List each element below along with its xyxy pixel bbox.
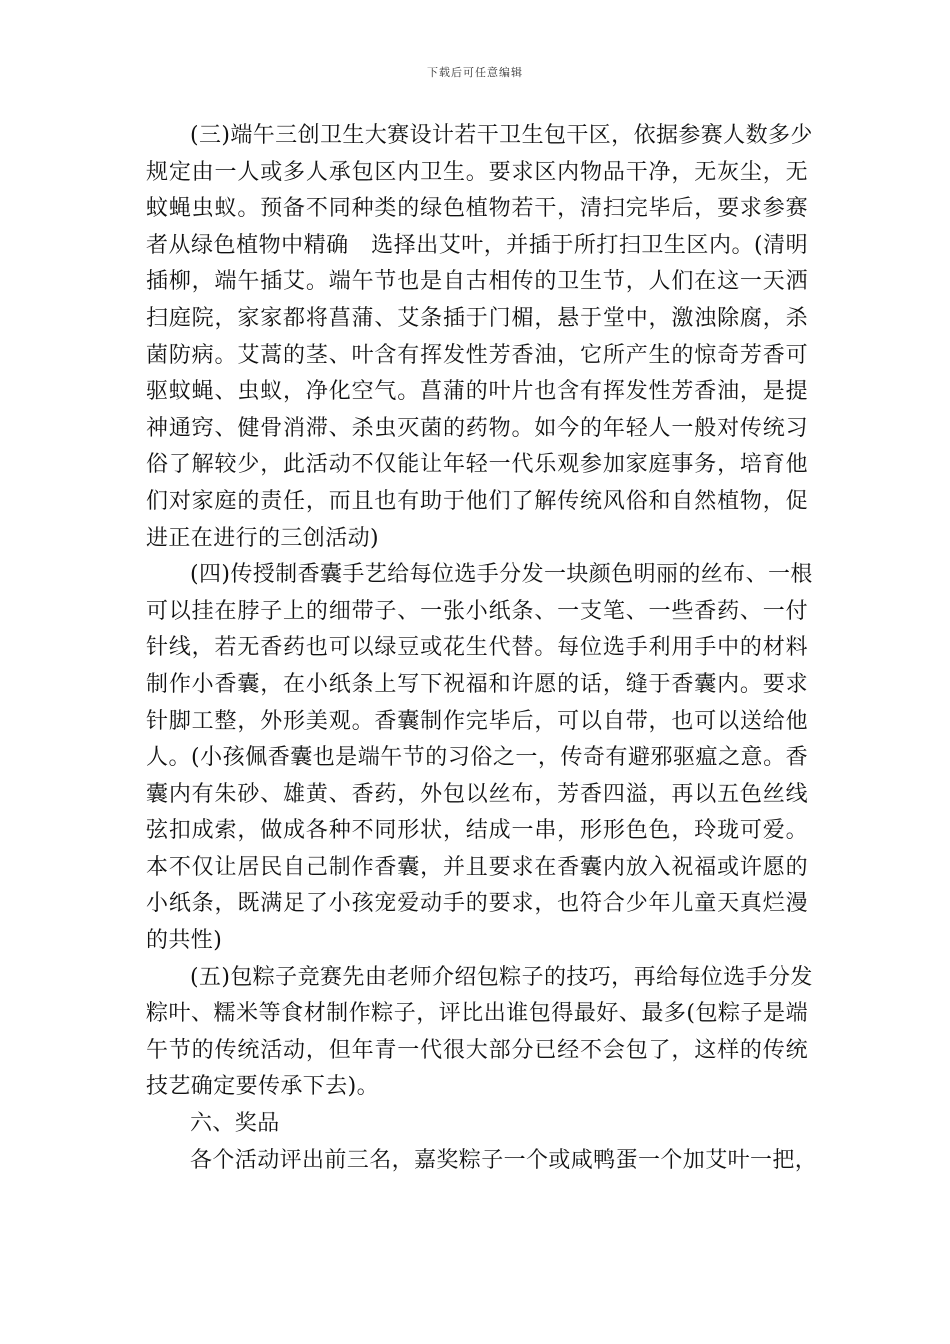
text-line: 们对家庭的责任，而且也有助于他们了解传统风俗和自然植物，促 [146,488,808,514]
text-line: 本不仅让居民自己制作香囊，并且要求在香囊内放入祝福或许愿的 [146,854,808,880]
text-line: 的共性) [146,928,223,954]
text-line: (四)传授制香囊手艺给每位选手分发一块颜色明丽的丝布、一根 [190,562,813,588]
text-line: 插柳，端午插艾。端午节也是自古相传的卫生节，人们在这一天洒 [146,269,808,295]
text-line: 制作小香囊，在小纸条上写下祝福和许愿的话，缝于香囊内。要求 [146,671,808,697]
text-line: 驱蚊蝇、虫蚁，净化空气。菖蒲的叶片也含有挥发性芳香油，是提 [146,379,808,405]
text-line: 神通窍、健骨消滞、杀虫灭菌的药物。如今的年轻人一般对传统习 [146,415,808,441]
text-line: 菌防病。艾蒿的茎、叶含有挥发性芳香油，它所产生的惊奇芳香可 [146,342,808,368]
page-header: 下载后可任意编辑 [427,66,523,79]
text-line: 小纸条，既满足了小孩宠爱动手的要求，也符合少年儿童天真烂漫 [146,891,808,917]
text-line: 弦扣成索，做成各种不同形状，结成一串，形形色色，玲珑可爱。 [146,818,808,844]
text-line: 各个活动评出前三名，嘉奖粽子一个或咸鸭蛋一个加艾叶一把， [190,1147,818,1173]
text-line: 俗了解较少，此活动不仅能让年轻一代乐观参加家庭事务，培育他 [146,452,808,478]
text-line: 囊内有朱砂、雄黄、香药，外包以丝布，芳香四溢，再以五色丝线 [146,781,808,807]
text-line: 进正在进行的三创活动) [146,525,379,551]
text-line: 粽叶、糯米等食材制作粽子，评比出谁包得最好、最多(包粽子是端 [146,1001,808,1027]
text-line: (三)端午三创卫生大赛设计若干卫生包干区，依据参赛人数多少 [190,123,813,148]
text-line: 技艺确定要传承下去)。 [146,1074,379,1100]
text-line: 可以挂在脖子上的细带子、一张小纸条、一支笔、一些香药、一付 [146,598,808,624]
text-line: 午节的传统活动，但年青一代很大部分已经不会包了，这样的传统 [146,1037,808,1063]
text-line: 规定由一人或多人承包区内卫生。要求区内物品干净，无灰尘，无 [146,159,808,185]
document-body [146,118,818,1179]
text-line: (五)包粽子竞赛先由老师介绍包粽子的技巧，再给每位选手分发 [190,964,813,990]
text-line: 蚊蝇虫蚁。预备不同种类的绿色植物若干，清扫完毕后，要求参赛 [146,196,808,222]
text-line: 六、奖品 [190,1111,280,1137]
text-line: 扫庭院，家家都将菖蒲、艾条插于门楣，悬于堂中，激浊除腐，杀 [146,305,808,331]
text-line: 人。(小孩佩香囊也是端午节的习俗之一，传奇有避邪驱瘟之意。香 [146,745,808,771]
text-line: 针线，若无香药也可以绿豆或花生代替。每位选手利用手中的材料 [146,635,808,661]
text-line: 者从绿色植物中精确 选择出艾叶，并插于所打扫卫生区内。(清明 [146,232,808,258]
text-line: 针脚工整，外形美观。香囊制作完毕后，可以自带，也可以送给他 [146,708,808,734]
